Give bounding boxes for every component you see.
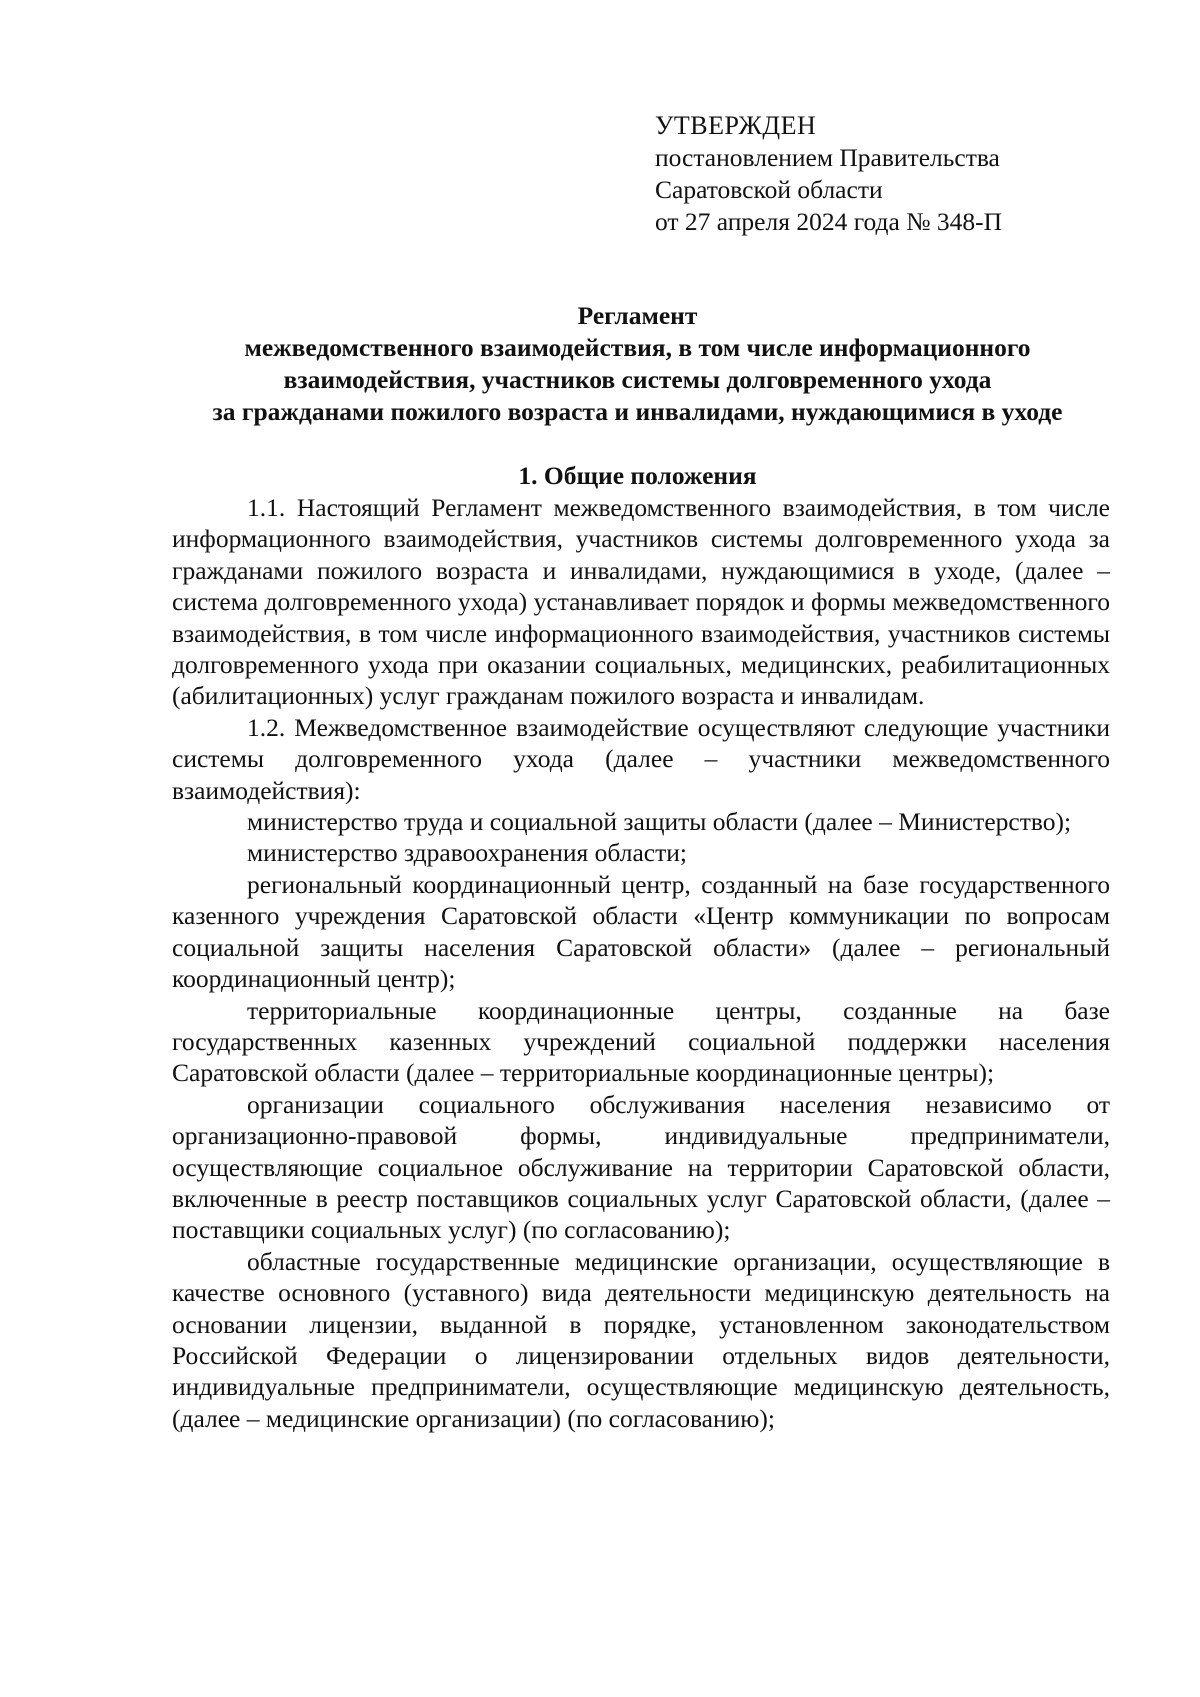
approval-heading: УТВЕРЖДЕН <box>655 111 817 140</box>
paragraph-1-2: 1.2. Межведомственное взаимодействие осуществляют следующие участники системы долговременного ухода (далее – участники межведомственного взаимодействия): <box>172 712 1110 805</box>
document-title <box>165 300 1110 428</box>
participant-medical-organizations: областные государственные медицинские организации, осуществляющие в качестве основного (уставного) вида деятельности медицинскую деятельность на основании лицензии, выданной в порядке, установленном законодательством Российской Федерации о лицензировании отдельных видов деятельности, индивидуальные предприниматели, осуществляющие медицинскую деятельность, (далее – медицинские организации) (по согласованию); <box>172 1246 1110 1433</box>
title-line-4: за гражданами пожилого возраста и инвалидами, нуждающимися в уходе <box>212 397 1063 426</box>
participant-ministry-labor: министерство труда и социальной защиты области (далее – Министерство); <box>247 807 1072 837</box>
approval-block <box>655 110 1115 238</box>
participant-regional-center: региональный координационный центр, созданный на базе государственного казенного учреждения Саратовской области «Центр коммуникации по вопросам социальной защиты населения Саратовской области» (далее – региональный координационный центр); <box>172 869 1110 994</box>
title-line-3: взаимодействия, участников системы долговременного ухода <box>283 365 992 394</box>
approval-line-2: Саратовской области <box>655 175 883 204</box>
approval-line-3: от 27 апреля 2024 года № 348-П <box>655 207 1003 236</box>
participant-social-providers: организации социального обслуживания населения независимо от организационно-правовой формы, индивидуальные предприниматели, осуществляющие социальное обслуживание на территории Саратовской области, включенные в реестр поставщиков социальных услуг Саратовской области, (далее – поставщики социальных услуг) (по согласованию); <box>172 1089 1110 1245</box>
approval-line-1: постановлением Правительства <box>655 143 1000 172</box>
paragraph-1-1: 1.1. Настоящий Регламент межведомственного взаимодействия, в том числе информационного взаимодействия, участников системы долговременного ухода за гражданами пожилого возраста и инвалидами, нуждающимися в уходе, (далее – система долговременного ухода) устанавливает порядок и формы межведомственного взаимодействия, в том числе информационного взаимодействия, участников системы долговременного ухода при оказании социальных, медицинских, реабилитационных (абилитационных) услуг гражданам пожилого возраста и инвалидам. <box>172 493 1110 711</box>
document-body <box>172 492 1110 1434</box>
participant-ministry-health: министерство здравоохранения области; <box>247 838 687 868</box>
participant-territorial-centers: территориальные координационные центры, созданные на базе государственных казенных учреждений социальной поддержки населения Саратовской области (далее – территориальные координационные центры); <box>172 995 1110 1088</box>
section-heading: 1. Общие положения <box>518 461 757 490</box>
title-line-2: межведомственного взаимодействия, в том числе информационного <box>244 333 1031 362</box>
title-line-1: Регламент <box>577 301 698 330</box>
